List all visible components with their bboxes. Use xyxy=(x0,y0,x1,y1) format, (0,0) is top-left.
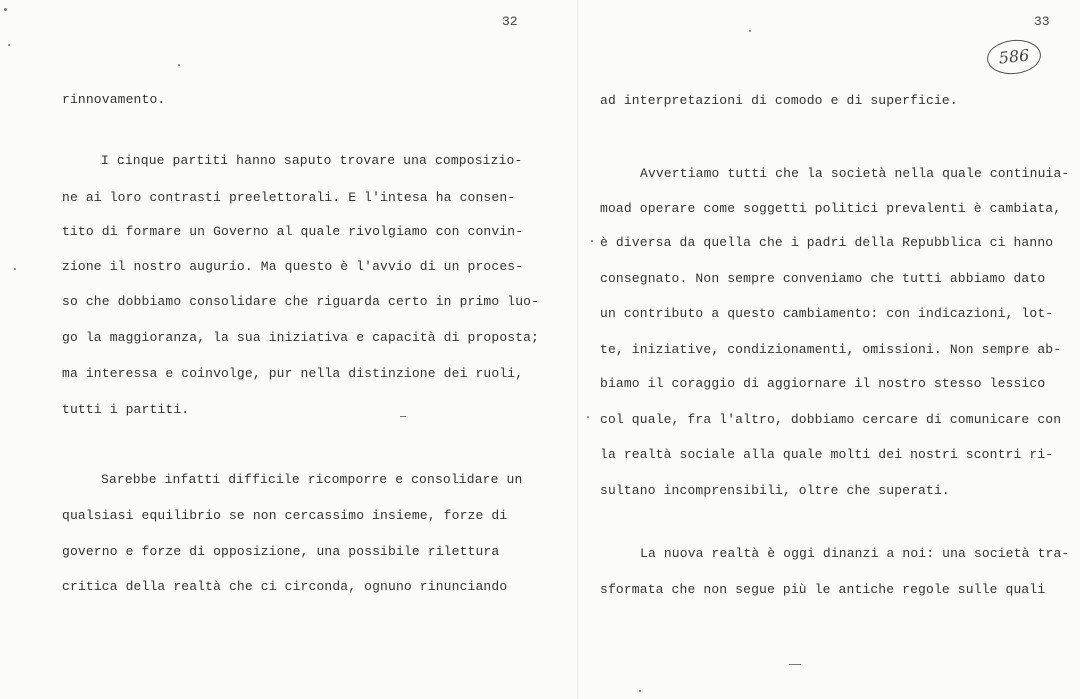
scan-speck xyxy=(587,416,589,418)
left-line-9: tutti i partiti. xyxy=(62,402,190,417)
scan-speck xyxy=(591,240,593,242)
scan-speck xyxy=(639,690,641,692)
scan-speck xyxy=(789,664,801,665)
scan-speck xyxy=(8,44,10,46)
right-line-4: è diversa da quella che i padri della Repubblica ci hanno xyxy=(600,235,1054,250)
scan-speck xyxy=(4,8,7,11)
left-line-2: I cinque partiti hanno saputo trovare una composizio- xyxy=(101,153,523,168)
left-line-12: governo e forze di opposizione, una possibile rilettura xyxy=(62,544,500,559)
right-line-11: sultano incomprensibili, oltre che superati. xyxy=(600,483,950,498)
left-page-number: 32 xyxy=(502,14,518,29)
right-line-6: un contributo a questo cambiamento: con indicazioni, lot- xyxy=(600,306,1054,321)
right-page-number: 33 xyxy=(1034,14,1050,29)
right-line-5: consegnato. Non sempre conveniamo che tutti abbiamo dato xyxy=(600,271,1046,286)
scan-speck xyxy=(14,268,16,270)
left-line-4: tito di formare un Governo al quale rivolgiamo con convin- xyxy=(62,224,524,239)
left-line-13: critica della realtà che ci circonda, ognuno rinunciando xyxy=(62,579,508,594)
left-line-7: go la maggioranza, la sua iniziativa e capacità di proposta; xyxy=(62,330,540,345)
scan-speck xyxy=(400,416,406,417)
scan-speck xyxy=(749,30,751,32)
left-line-10: Sarebbe infatti difficile ricomporre e consolidare un xyxy=(101,472,523,487)
left-line-8: ma interessa e coinvolge, pur nella distinzione dei ruoli, xyxy=(62,366,524,381)
right-line-13: sformata che non segue più le antiche regole sulle quali xyxy=(600,582,1046,597)
left-line-11: qualsiasi equilibrio se non cercassimo insieme, forze di xyxy=(62,508,508,523)
left-line-3: ne ai loro contrasti preelettorali. E l'intesa ha consen- xyxy=(62,190,516,205)
right-line-9: col quale, fra l'altro, dobbiamo cercare di comunicare con xyxy=(600,412,1062,427)
left-line-1: rinnovamento. xyxy=(62,92,166,107)
right-line-12: La nuova realtà è oggi dinanzi a noi: una società tra- xyxy=(640,546,1070,561)
scan-speck xyxy=(178,64,180,66)
right-line-1: ad interpretazioni di comodo e di superficie. xyxy=(600,93,958,108)
archive-stamp: 586 xyxy=(985,37,1042,76)
right-page xyxy=(579,0,1080,699)
right-line-3: moad operare come soggetti politici prevalenti è cambiata, xyxy=(600,201,1062,216)
right-line-7: te, iniziative, condizionamenti, omissioni. Non sempre ab- xyxy=(600,342,1062,357)
right-line-2: Avvertiamo tutti che la società nella quale continuia- xyxy=(640,166,1070,181)
left-line-6: so che dobbiamo consolidare che riguarda certo in primo luo- xyxy=(62,294,540,309)
left-line-5: zione il nostro augurio. Ma questo è l'avvio di un proces- xyxy=(62,259,524,274)
right-line-10: la realtà sociale alla quale molti dei nostri scontri ri- xyxy=(600,447,1054,462)
right-line-8: biamo il coraggio di aggiornare il nostro stesso lessico xyxy=(600,376,1046,391)
